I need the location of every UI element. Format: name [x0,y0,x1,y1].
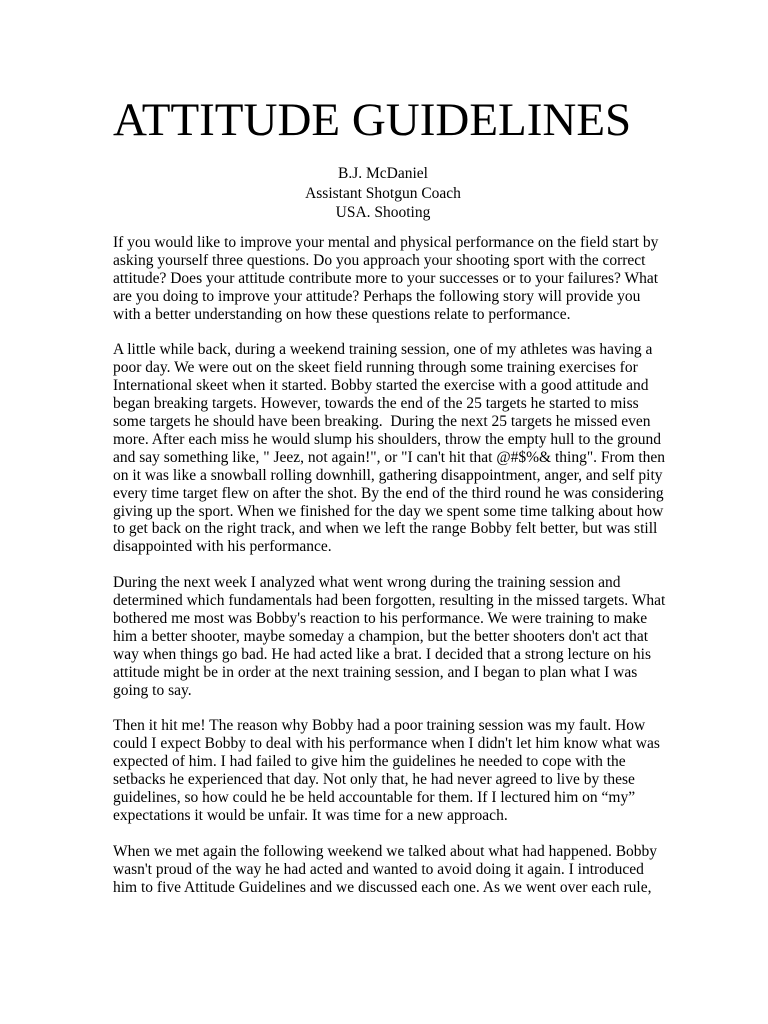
paragraph-line: attitude? Does your attitude contribute more to your successes or to your failures? What [113,269,659,287]
document-title: ATTITUDE GUIDELINES [113,94,632,146]
paragraph-line: with a better understanding on how these questions relate to performance. [113,305,571,323]
paragraph-line: every time target flew on after the shot. By the end of the third round he was considering [113,484,664,502]
paragraph-line: A little while back, during a weekend training session, one of my athletes was having a [113,341,653,359]
document-body [113,234,673,914]
body-paragraph [113,234,673,324]
paragraph-line: way when things go bad. He had acted like a brat. I decided that a strong lecture on his [113,645,652,663]
paragraph-line: wasn't proud of the way he had acted and wanted to avoid doing it again. I introduced [113,860,644,878]
paragraph-line: poor day. We were out on the skeet field running through some training exercises for [113,359,638,377]
paragraph-line: expected of him. I had failed to give him the guidelines he needed to cope with the [113,753,626,771]
paragraph-line: If you would like to improve your mental and physical performance on the field start by [113,234,659,251]
paragraph-line: expectations it would be unfair. It was time for a new approach. [113,806,508,824]
paragraph-line: going to say. [113,681,192,699]
paragraph-line: are you doing to improve your attitude? Perhaps the following story will provide you [113,287,641,305]
paragraph-line: him a better shooter, maybe someday a champion, but the better shooters don't act that [113,627,649,645]
body-paragraph [113,574,673,699]
paragraph-line: When we met again the following weekend we talked about what had happened. Bobby [113,842,658,860]
paragraph-line: could I expect Bobby to deal with his performance when I didn't let him know what was [113,735,660,753]
paragraph-line: giving up the sport. When we finished for the day we spent some time talking about how [113,502,664,520]
paragraph-line: and say something like, " Jeez, not again!", or "I can't hit that @#$%& thing". From then [113,448,666,466]
paragraph-line: Then it hit me! The reason why Bobby had a poor training session was my fault. How [113,717,646,735]
paragraph-line: asking yourself three questions. Do you approach your shooting sport with the correct [113,251,646,269]
paragraph-line: more. After each miss he would slump his shoulders, throw the empty hull to the ground [113,430,662,448]
author-organization: USA. Shooting [335,204,431,221]
paragraph-line: on it was like a snowball rolling downhill, gathering disappointment, anger, and self pity [113,466,663,484]
author-name: B.J. McDaniel [338,165,428,182]
paragraph-line: International skeet when it started. Bobby started the exercise with a good attitude and [113,377,649,395]
author-role: Assistant Shotgun Coach [305,184,461,202]
paragraph-line: bothered me most was Bobby's reaction to his performance. We were training to make [113,610,648,627]
paragraph-line: attitude might be in order at the next training session, and I began to plan what I was [113,663,638,681]
paragraph-line: him to five Attitude Guidelines and we discussed each one. As we went over each rule, [113,878,652,896]
byline [113,164,653,223]
paragraph-line: to get back on the right track, and when we left the range Bobby felt better, but was still [113,520,658,538]
paragraph-line: some targets he should have been breaking. During the next 25 targets he missed even [113,413,651,431]
paragraph-line: determined which fundamentals had been forgotten, resulting in the missed targets. What [113,592,666,610]
paragraph-line: setbacks he experienced that day. Not only that, he had never agreed to live by these [113,771,635,789]
paragraph-line: began breaking targets. However, towards the end of the 25 targets he started to miss [113,395,639,413]
paragraph-line: disappointed with his performance. [113,538,332,556]
body-paragraph [113,843,673,897]
body-paragraph [113,341,673,556]
paragraph-line: guidelines, so how could he be held accountable for them. If I lectured him on “my” [113,789,636,807]
paragraph-line: During the next week I analyzed what went wrong during the training session and [113,574,621,592]
body-paragraph [113,717,673,824]
